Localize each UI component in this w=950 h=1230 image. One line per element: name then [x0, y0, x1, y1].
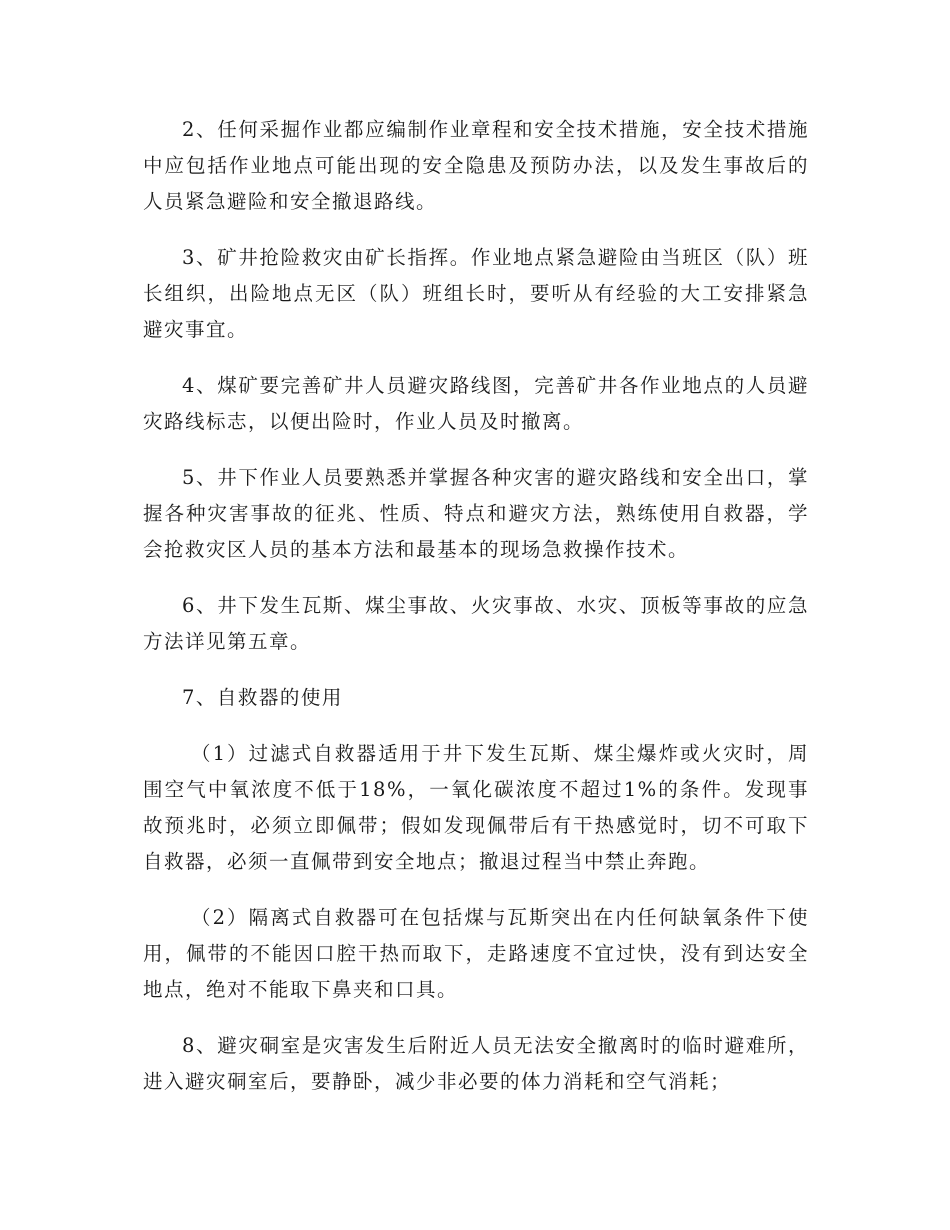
- paragraph-item-8: 8、避灾硐室是灾害发生后附近人员无法安全撤离时的临时避难所，进入避灾硐室后，要静卧，减少非必要的体力消耗和空气消耗；: [143, 1034, 809, 1093]
- paragraph-item-3: 3、矿井抢险救灾由矿长指挥。作业地点紧急避险由当班区（队）班长组织，出险地点无区（队）班组长时，要听从有经验的大工安排紧急避灾事宜。: [143, 246, 809, 341]
- paragraph-item-6: 6、井下发生瓦斯、煤尘事故、火灾事故、水灾、顶板等事故的应急方法详见第五章。: [143, 594, 809, 653]
- document-body: [143, 112, 809, 1120]
- section-heading-self-rescuer: 7、自救器的使用: [182, 686, 343, 709]
- paragraph-item-5: 5、井下作业人员要熟悉并掌握各种灾害的避灾路线和安全出口，掌握各种灾害事故的征兆、性质、特点和避灾方法，熟练使用自救器，学会抢救灾区人员的基本方法和最基本的现场急救操作技术。: [143, 466, 809, 561]
- paragraph-item-2: 2、任何采掘作业都应编制作业章程和安全技术措施，安全技术措施中应包括作业地点可能出现的安全隐患及预防办法，以及发生事故后的人员紧急避险和安全撤退路线。: [143, 118, 809, 213]
- paragraph-subitem-2: （2）隔离式自救器可在包括煤与瓦斯突出在内任何缺氧条件下使用，佩带的不能因口腔干热而取下，走路速度不宜过快，没有到达安全地点，绝对不能取下鼻夹和口具。: [143, 906, 809, 1001]
- paragraph-subitem-1: （1）过滤式自救器适用于井下发生瓦斯、煤尘爆炸或火灾时，周围空气中氧浓度不低于18%，一氧化碳浓度不超过1%的条件。发现事故预兆时，必须立即佩带；假如发现佩带后有干热感觉时，切不可取下自救器，必须一直佩带到安全地点；撤退过程当中禁止奔跑。: [143, 742, 809, 873]
- paragraph-item-4: 4、煤矿要完善矿井人员避灾路线图，完善矿井各作业地点的人员避灾路线标志，以便出险时，作业人员及时撤离。: [143, 374, 809, 433]
